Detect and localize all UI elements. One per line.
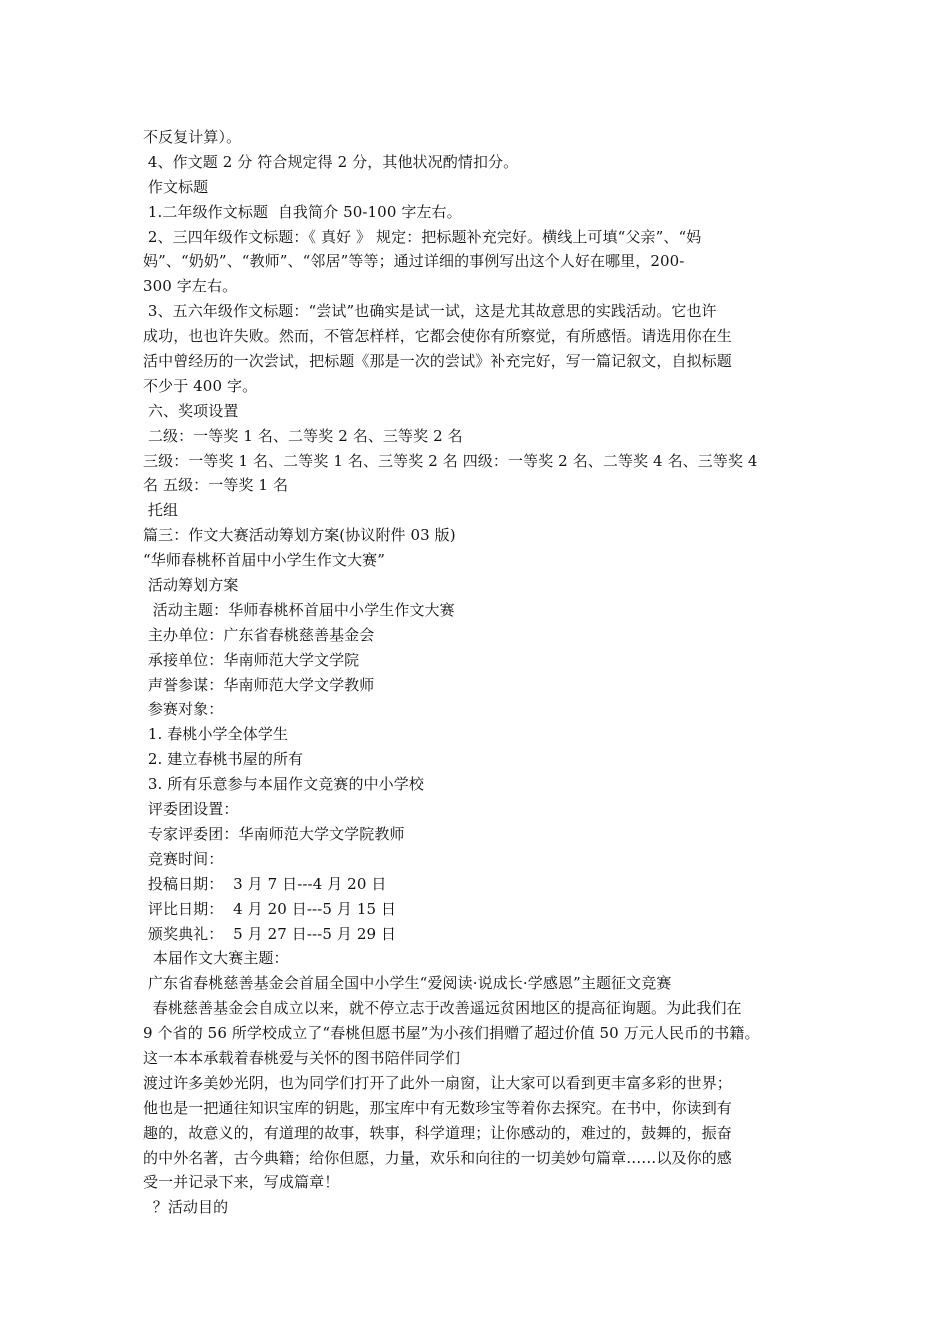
text-line: 专家评委团：华南师范大学文学院教师 bbox=[143, 824, 405, 843]
text-line: 不反复计算）。 bbox=[143, 128, 242, 146]
text-line: 评委团设置： bbox=[143, 800, 239, 819]
text-line: 篇三：作文大赛活动筹划方案(协议附件 03 版) bbox=[143, 526, 456, 545]
text-line: 活动主题：华师春桃杯首届中小学生作文大赛 bbox=[143, 600, 455, 619]
text-line: 名 五级：一等奖 1 名 bbox=[143, 476, 289, 495]
text-line: 不少于 400 字。 bbox=[143, 376, 258, 395]
text-line: 活中曾经历的一次尝试，把标题《那是一次的尝试》补充完好，写一篇记叙文，自拟标题 bbox=[143, 352, 732, 371]
text-line: 广东省春桃慈善基金会首届全国中小学生“爱阅读·说成长·学感恩”主题征文竞赛 bbox=[143, 974, 672, 993]
text-line: 声誉参谋：华南师范大学文学教师 bbox=[143, 675, 375, 694]
text-line: 三级：一等奖 1 名、二等奖 1 名、三等奖 2 名 四级：一等奖 2 名、二等奖 4 名、三等奖 4 bbox=[143, 451, 758, 470]
text-line: 竞赛时间： bbox=[143, 849, 224, 868]
text-line: 3. 所有乐意参与本届作文竞赛的中小学校 bbox=[143, 775, 424, 794]
text-line: 渡过许多美妙光阴，也为同学们打开了此外一扇窗，让大家可以看到更丰富多彩的世界； bbox=[143, 1073, 732, 1092]
text-line: 成功，也也许失败。然而，不管怎样样，它都会使你有所察觉，有所感悟。请选用你在生 bbox=[143, 327, 732, 346]
text-line: 托组 bbox=[143, 501, 179, 520]
text-line: 承接单位：华南师范大学文学院 bbox=[143, 650, 360, 669]
text-line: 本届作文大赛主题： bbox=[143, 949, 289, 968]
text-line: 投稿日期： 3 月 7 日---4 月 20 日 bbox=[143, 874, 387, 893]
text-line: 六、奖项设置 bbox=[143, 401, 239, 420]
text-line: 的中外名著，古今典籍；给你但愿，力量，欢乐和向往的一切美妙句篇章……以及你的感 bbox=[143, 1148, 732, 1167]
text-line: 二级：一等奖 1 名、二等奖 2 名、三等奖 2 名 bbox=[143, 426, 463, 445]
text-line: ？活动目的 bbox=[143, 1198, 229, 1217]
text-line: 300 字左右。 bbox=[143, 277, 238, 296]
text-line: 颁奖典礼： 5 月 27 日---5 月 29 日 bbox=[143, 924, 397, 943]
text-line: 趣的，故意义的，有道理的故事，轶事，科学道理；让你感动的，难过的，鼓舞的，振奋 bbox=[143, 1123, 732, 1142]
text-line: 妈”、“奶奶”、“教师”、“邻居”等等；通过详细的事例写出这个人好在哪里，200- bbox=[143, 252, 685, 271]
text-line: 主办单位：广东省春桃慈善基金会 bbox=[143, 625, 375, 644]
text-line: 评比日期： 4 月 20 日---5 月 15 日 bbox=[143, 899, 397, 918]
text-line: 9 个省的 56 所学校成立了“春桃但愿书屋”为小孩们捐赠了超过价值 50 万元人民币的书籍。 bbox=[143, 1024, 760, 1043]
text-line: 4、作文题 2 分 符合规定得 2 分，其他状况酌情扣分。 bbox=[143, 152, 519, 171]
text-line: 受一并记录下来，写成篇章！ bbox=[143, 1173, 340, 1192]
text-line: 这一本本承载着春桃爱与关怀的图书陪伴同学们 bbox=[143, 1048, 461, 1067]
text-line: 2. 建立春桃书屋的所有 bbox=[143, 750, 304, 769]
text-line: 活动筹划方案 bbox=[143, 576, 239, 595]
text-line: 作文标题 bbox=[143, 177, 209, 196]
text-line: 他也是一把通往知识宝库的钥匙，那宝库中有无数珍宝等着你去探究。在书中，你读到有 bbox=[143, 1098, 732, 1117]
text-line: “华师春桃杯首届中小学生作文大赛” bbox=[143, 551, 386, 570]
text-line: 3、五六年级作文标题：“尝试”也确实是试一试，这是尤其故意思的实践活动。它也许 bbox=[143, 302, 717, 321]
document-body bbox=[143, 125, 813, 1220]
text-line: 2、三四年级作文标题：《 真好 》 规定：把标题补充完好。横线上可填“父亲”、“妈 bbox=[143, 227, 702, 246]
text-line: 1. 春桃小学全体学生 bbox=[143, 725, 289, 744]
text-line: 参赛对象： bbox=[143, 700, 224, 719]
text-line: 春桃慈善基金会自成立以来，就不停立志于改善遥远贫困地区的提高征询题。为此我们在 bbox=[143, 999, 742, 1018]
text-line: 1.二年级作文标题 自我简介 50-100 字左右。 bbox=[143, 202, 462, 221]
